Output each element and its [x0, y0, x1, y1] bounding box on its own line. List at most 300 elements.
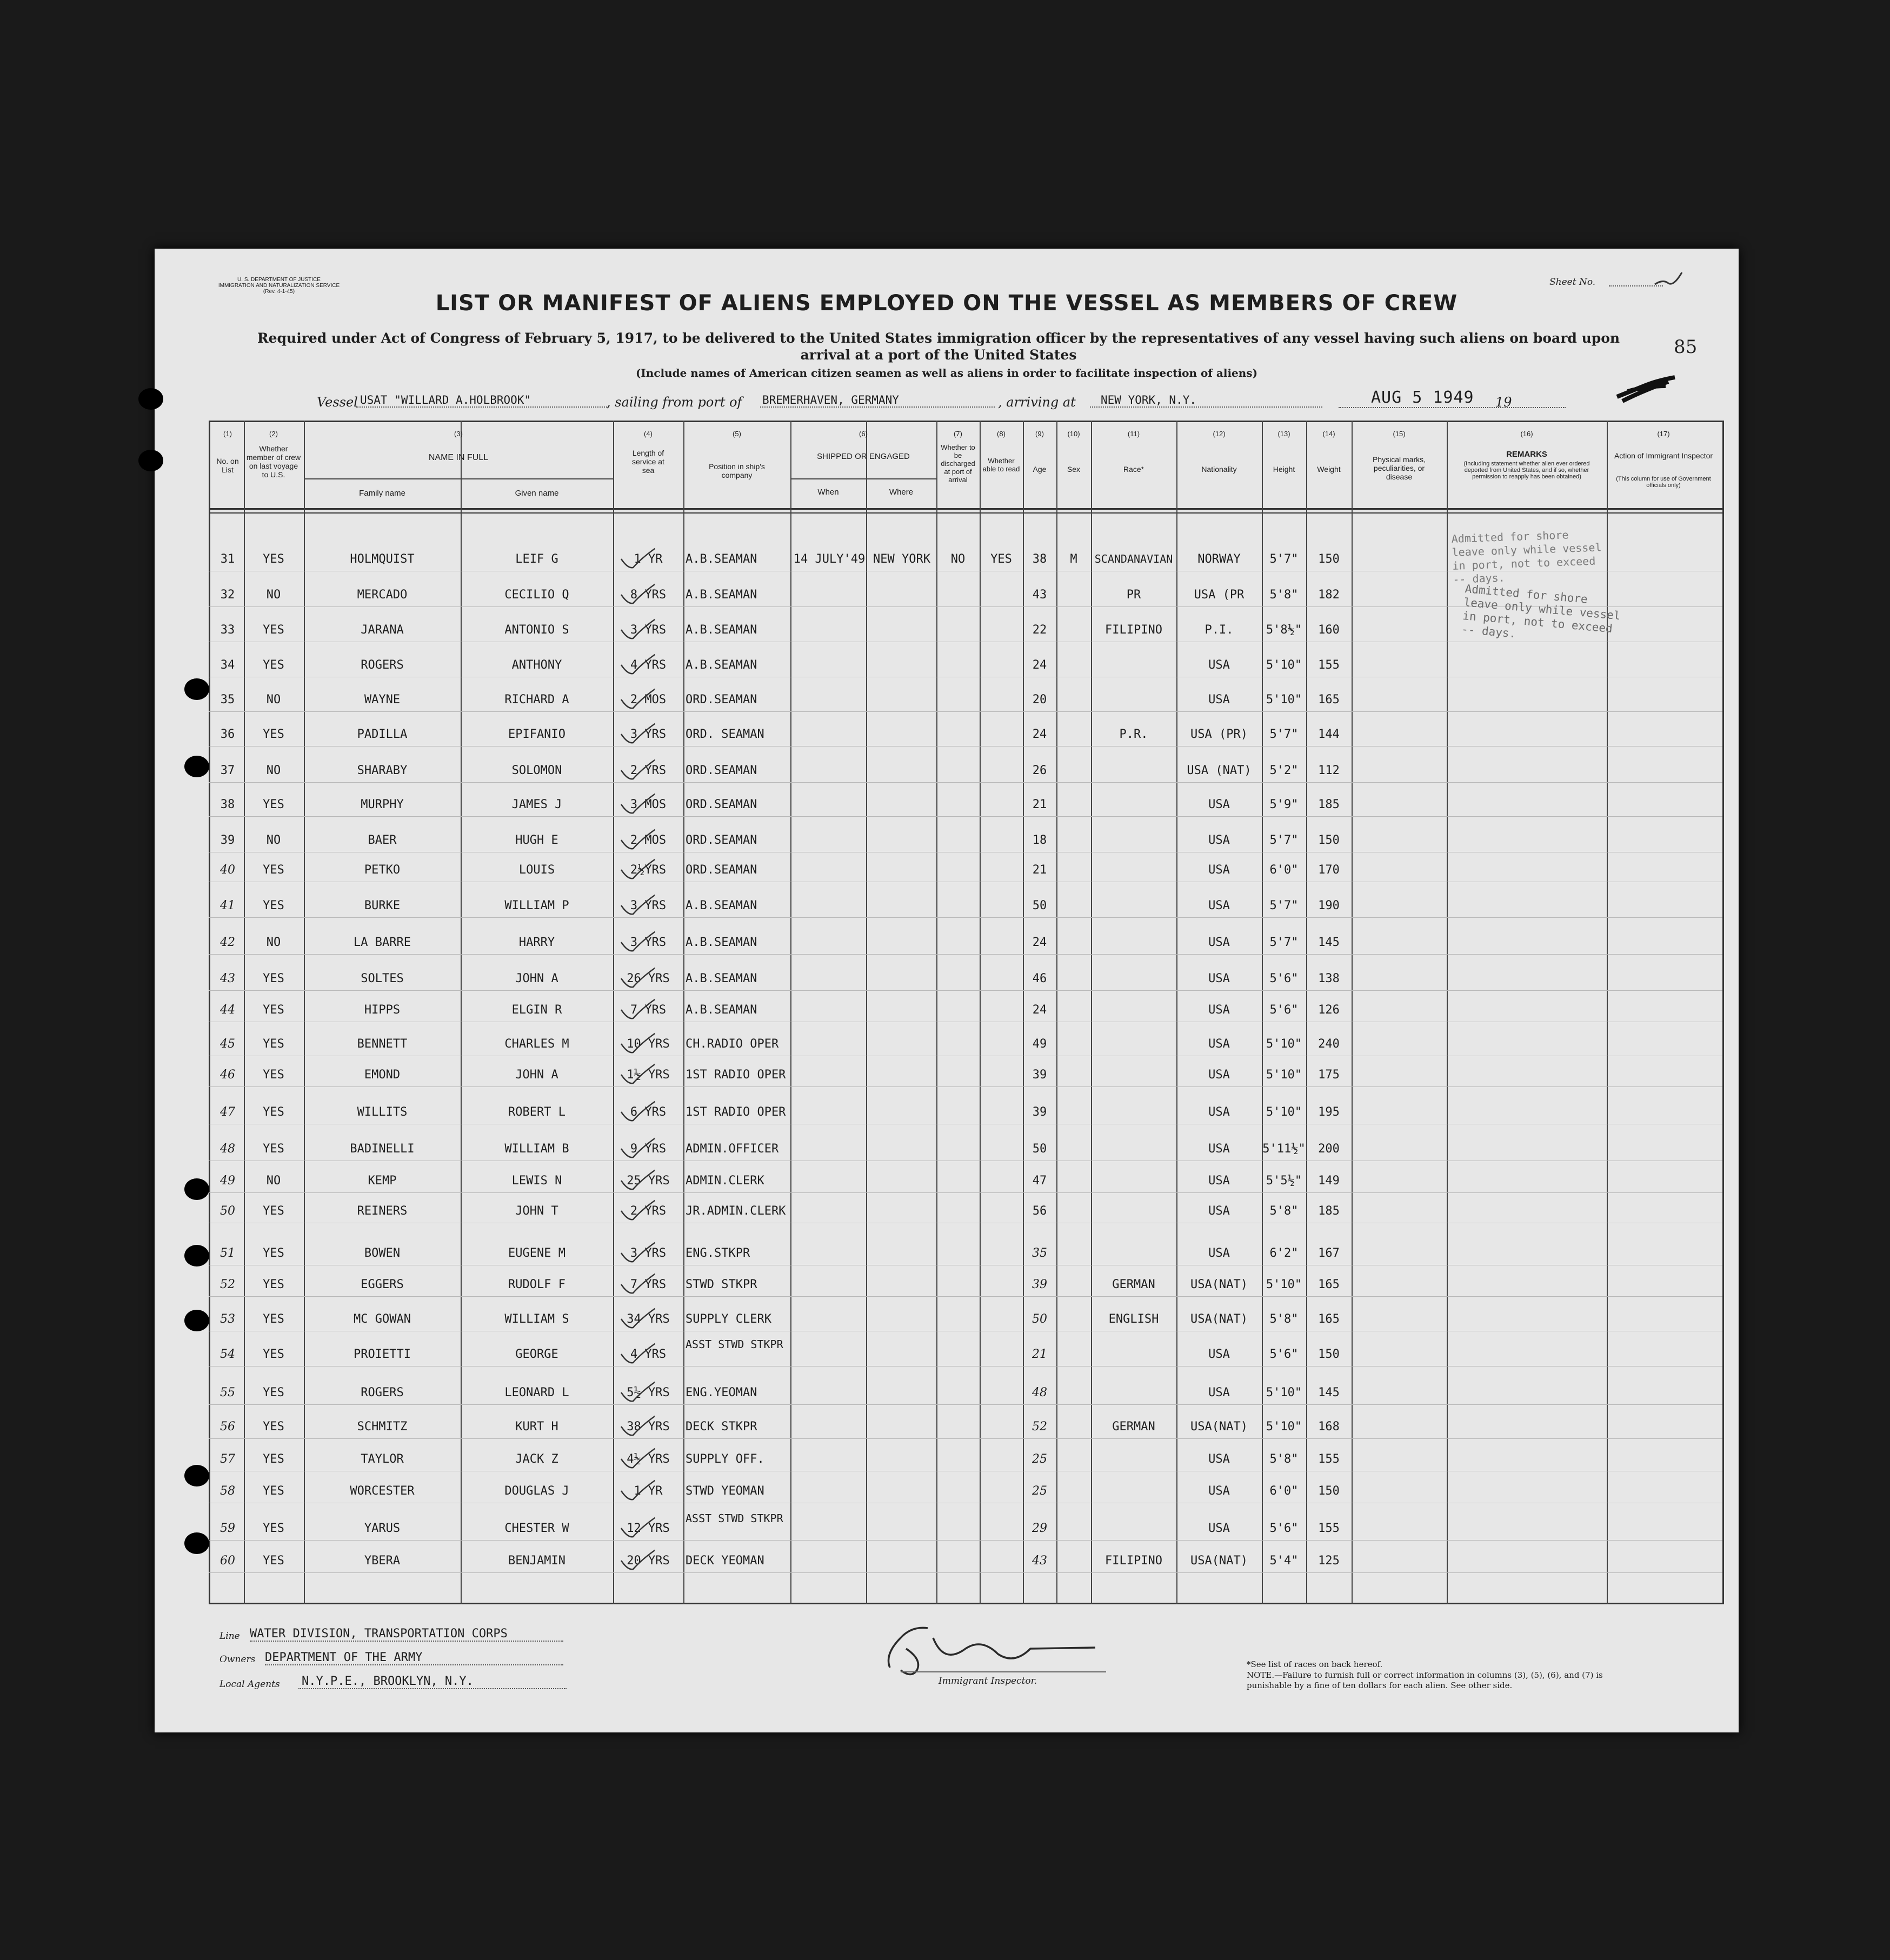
- cell-age: 24: [1032, 658, 1047, 672]
- cell-position: ORD.SEAMAN: [686, 798, 757, 811]
- cell-height: 5'10": [1266, 693, 1302, 706]
- cell-family: HIPPS: [364, 1003, 401, 1017]
- cell-height: 6'2": [1269, 1246, 1299, 1260]
- cell-position: ENG.STKPR: [686, 1246, 750, 1260]
- cell-given: LEIF G: [515, 552, 558, 566]
- cell-race: ENGLISH: [1108, 1312, 1159, 1326]
- page-number: 85: [1674, 336, 1698, 358]
- cell-weight: 155: [1318, 1522, 1340, 1535]
- cell-crew: YES: [263, 1003, 284, 1017]
- inspector-line: [901, 1671, 1106, 1672]
- cell-position: A.B.SEAMAN: [686, 1003, 757, 1017]
- check-mark: [617, 1089, 655, 1122]
- cell-weight: 170: [1318, 863, 1340, 877]
- table-bottom-rule: [209, 1603, 1722, 1604]
- cell-nationality: USA: [1208, 1452, 1230, 1466]
- check-mark: [617, 607, 655, 639]
- sheet-check-mark: [1652, 268, 1685, 290]
- cell-family: PETKO: [364, 863, 401, 877]
- cell-position: ADMIN.CLERK: [686, 1174, 764, 1188]
- cell-family: HOLMQUIST: [350, 552, 415, 566]
- col-head-nationality: Nationality: [1201, 465, 1237, 474]
- cell-weight: 126: [1318, 1003, 1340, 1017]
- check-mark: [617, 883, 655, 915]
- cell-family: WILLITS: [357, 1105, 408, 1119]
- cell-height: 5'10": [1266, 658, 1302, 672]
- col-head-action: Action of Immigrant Inspector: [1614, 451, 1713, 460]
- inspector-label: Immigrant Inspector.: [939, 1676, 1037, 1686]
- cell-weight: 168: [1318, 1420, 1340, 1434]
- cell-length: 4 YRS: [630, 1348, 667, 1361]
- cell-weight: 145: [1318, 936, 1340, 949]
- column-divider: [980, 421, 981, 1604]
- shore-leave-stamp-2: Admitted for shore leave only while vessel in port, not to exceed -- days.: [1461, 582, 1621, 641]
- cell-given: CHARLES M: [504, 1037, 569, 1051]
- cell-nationality: USA: [1208, 1068, 1230, 1082]
- table-left-rule: [209, 421, 210, 1604]
- cell-height: 5'7": [1269, 899, 1299, 912]
- col-num-12: (12): [1213, 430, 1226, 438]
- cell-age: 22: [1032, 623, 1047, 637]
- cell-given: JACK Z: [515, 1452, 558, 1466]
- line-value: WATER DIVISION, TRANSPORTATION CORPS: [250, 1627, 563, 1642]
- check-mark: [617, 536, 655, 569]
- cell-given: EUGENE M: [508, 1246, 565, 1260]
- col-num-13: (13): [1277, 430, 1290, 438]
- col-head-race: Race*: [1123, 465, 1144, 474]
- cell-no: 38: [220, 798, 235, 811]
- cell-age: 38: [1032, 552, 1047, 566]
- cell-family: YBERA: [364, 1554, 401, 1568]
- cell-length: 10 YRS: [627, 1037, 670, 1051]
- cell-family: EGGERS: [361, 1278, 404, 1291]
- vessel-label: Vessel: [317, 395, 358, 410]
- cell-no: 40: [220, 863, 235, 877]
- cell-weight: 165: [1318, 1278, 1340, 1291]
- cell-height: 5'6": [1269, 1003, 1299, 1017]
- cell-family: MERCADO: [357, 588, 408, 602]
- cell-nationality: USA: [1208, 1204, 1230, 1218]
- cell-nationality: USA: [1208, 798, 1230, 811]
- cell-position: DECK YEOMAN: [686, 1554, 764, 1568]
- cell-length: 2 YRS: [630, 764, 667, 777]
- cell-crew: YES: [263, 1554, 284, 1568]
- check-mark: [617, 1230, 655, 1263]
- cell-race: FILIPINO: [1105, 623, 1162, 637]
- cell-crew: YES: [263, 1204, 284, 1218]
- cell-position: A.B.SEAMAN: [686, 588, 757, 602]
- cell-crew: YES: [263, 623, 284, 637]
- cell-nationality: USA: [1208, 1484, 1230, 1498]
- cell-where: NEW YORK: [873, 552, 930, 566]
- cell-crew: NO: [266, 936, 281, 949]
- cell-no: 45: [220, 1037, 235, 1051]
- col-num-17: (17): [1657, 430, 1670, 438]
- col-head-height: Height: [1273, 465, 1295, 474]
- cell-given: DOUGLAS J: [504, 1484, 569, 1498]
- cell-length: 1 YR: [634, 552, 663, 566]
- cell-crew: YES: [263, 1386, 284, 1399]
- cell-given: CHESTER W: [504, 1522, 569, 1535]
- cell-length: 9 YRS: [630, 1142, 667, 1156]
- column-divider: [866, 421, 867, 1604]
- cell-age: 35: [1032, 1246, 1047, 1260]
- cell-crew: YES: [263, 972, 284, 985]
- punch-hole: [184, 678, 209, 700]
- agency-line3: (Rev. 4-1-45): [263, 289, 295, 295]
- cell-age: 26: [1032, 764, 1047, 777]
- agents-label: Local Agents: [219, 1679, 280, 1690]
- cell-position: CH.RADIO OPER: [686, 1037, 779, 1051]
- races-note: *See list of races on back hereof.: [1247, 1659, 1383, 1669]
- cell-no: 47: [220, 1105, 235, 1119]
- cell-position: ORD.SEAMAN: [686, 693, 757, 706]
- cell-crew: NO: [266, 588, 281, 602]
- cell-race: GERMAN: [1112, 1278, 1155, 1291]
- cell-height: 5'6": [1269, 972, 1299, 985]
- cell-nationality: USA: [1208, 1105, 1230, 1119]
- line-label: Line: [219, 1631, 240, 1642]
- cell-position: ORD. SEAMAN: [686, 728, 764, 741]
- check-mark: [617, 1404, 655, 1436]
- col-head-length: Length of service at sea: [632, 449, 664, 475]
- header-double-rule: [209, 512, 1722, 514]
- cell-height: 5'8": [1269, 1204, 1299, 1218]
- cell-given: JAMES J: [511, 798, 562, 811]
- col-head-remarks: REMARKS: [1506, 450, 1547, 459]
- agents-value: N.Y.P.E., BROOKLYN, N.Y.: [298, 1675, 567, 1689]
- cell-height: 5'7": [1269, 936, 1299, 949]
- cell-family: BURKE: [364, 899, 401, 912]
- cell-position: 1ST RADIO OPER: [686, 1105, 786, 1119]
- cell-length: 3 YRS: [630, 728, 667, 741]
- cell-family: SHARABY: [357, 764, 408, 777]
- cell-age: 50: [1032, 1142, 1047, 1156]
- cell-position: A.B.SEAMAN: [686, 899, 757, 912]
- cell-given: GEORGE: [515, 1348, 558, 1361]
- cell-nationality: USA: [1208, 899, 1230, 912]
- cell-length: 6 YRS: [630, 1105, 667, 1119]
- cell-nationality: NORWAY: [1197, 552, 1241, 566]
- cell-weight: 125: [1318, 1554, 1340, 1568]
- cell-weight: 195: [1318, 1105, 1340, 1119]
- cell-crew: NO: [266, 1174, 281, 1188]
- punch-hole: [184, 1245, 209, 1266]
- cell-no: 44: [220, 1003, 235, 1017]
- cell-crew: YES: [263, 658, 284, 672]
- col-num-5: (5): [733, 430, 741, 438]
- cell-given: BENJAMIN: [508, 1554, 565, 1568]
- col-num-1: (1): [223, 430, 232, 438]
- cell-crew: NO: [266, 764, 281, 777]
- cell-family: EMOND: [364, 1068, 401, 1082]
- cell-height: 5'10": [1266, 1386, 1302, 1399]
- punch-hole: [184, 1532, 209, 1554]
- cell-given: WILLIAM B: [504, 1142, 569, 1156]
- check-mark: [617, 642, 655, 675]
- sailing-from: BREMERHAVEN, GERMANY: [760, 394, 995, 408]
- cell-age: 49: [1032, 1037, 1047, 1051]
- cell-crew: YES: [263, 863, 284, 877]
- cell-position: SUPPLY CLERK: [686, 1312, 771, 1326]
- cell-family: SCHMITZ: [357, 1420, 408, 1434]
- cell-position: ENG.YEOMAN: [686, 1386, 757, 1399]
- cell-given: LEWIS N: [511, 1174, 562, 1188]
- check-mark: [617, 956, 655, 988]
- cell-family: MURPHY: [361, 798, 404, 811]
- cell-length: 8 YRS: [630, 588, 667, 602]
- cell-no: 34: [220, 658, 235, 672]
- row-rule: [209, 990, 1722, 991]
- shore-leave-stamp-1: Admitted for shore leave only while vessel in port, not to exceed -- days.: [1451, 528, 1602, 586]
- row-rule: [209, 1296, 1722, 1297]
- cell-age: 50: [1032, 1312, 1047, 1326]
- check-mark: [617, 572, 655, 604]
- cell-length: 12 YRS: [627, 1522, 670, 1535]
- cell-nationality: USA: [1208, 1037, 1230, 1051]
- cell-weight: 150: [1318, 1348, 1340, 1361]
- check-mark: [617, 1158, 655, 1190]
- cell-no: 59: [220, 1522, 235, 1535]
- cell-given: LEONARD L: [504, 1386, 569, 1399]
- cell-given: JOHN T: [515, 1204, 558, 1218]
- check-mark: [617, 1436, 655, 1469]
- cell-no: 46: [220, 1068, 235, 1082]
- header-bottom-rule: [209, 508, 1722, 510]
- cell-no: 42: [220, 936, 235, 949]
- cell-family: LA BARRE: [354, 936, 411, 949]
- cell-nationality: USA: [1208, 1174, 1230, 1188]
- col-head-weight: Weight: [1317, 465, 1341, 474]
- cell-height: 5'9": [1269, 798, 1299, 811]
- cell-nationality: USA (PR: [1194, 588, 1245, 602]
- cell-given: ANTHONY: [511, 658, 562, 672]
- cell-height: 5'7": [1269, 552, 1299, 566]
- cell-weight: 190: [1318, 899, 1340, 912]
- cell-crew: YES: [263, 1278, 284, 1291]
- cell-weight: 155: [1318, 658, 1340, 672]
- cell-weight: 155: [1318, 1452, 1340, 1466]
- cell-weight: 145: [1318, 1386, 1340, 1399]
- cell-weight: 165: [1318, 1312, 1340, 1326]
- cell-no: 48: [220, 1142, 235, 1156]
- row-rule: [209, 782, 1722, 783]
- cell-no: 36: [220, 728, 235, 741]
- cell-weight: 150: [1318, 552, 1340, 566]
- cell-crew: YES: [263, 1348, 284, 1361]
- check-mark: [617, 1262, 655, 1294]
- cell-nationality: USA: [1208, 1142, 1230, 1156]
- cell-family: PROIETTI: [354, 1348, 411, 1361]
- cell-age: 24: [1032, 936, 1047, 949]
- cell-length: 7 YRS: [630, 1003, 667, 1017]
- cell-height: 5'6": [1269, 1522, 1299, 1535]
- check-mark: [617, 677, 655, 709]
- punch-hole: [138, 450, 163, 471]
- cell-crew: NO: [266, 834, 281, 847]
- cell-family: ROGERS: [361, 1386, 404, 1399]
- column-divider: [1447, 421, 1448, 1604]
- vessel-name: USAT "WILLARD A.HOLBROOK": [356, 394, 609, 408]
- cell-height: 5'11½": [1262, 1142, 1306, 1156]
- row-rule: [209, 1192, 1722, 1193]
- check-mark: [617, 987, 655, 1019]
- cell-race: PR: [1126, 588, 1141, 602]
- row-rule: [209, 1540, 1722, 1541]
- row-rule: [209, 917, 1722, 918]
- check-mark: [617, 1370, 655, 1402]
- column-divider: [1056, 421, 1057, 1604]
- row-rule: [209, 816, 1722, 817]
- cell-nationality: USA: [1208, 1386, 1230, 1399]
- cell-age: 25: [1032, 1452, 1047, 1466]
- cell-crew: YES: [263, 1105, 284, 1119]
- cell-nationality: USA(NAT): [1190, 1420, 1248, 1434]
- cell-position: DECK STKPR: [686, 1420, 757, 1434]
- check-mark: [617, 1021, 655, 1054]
- cell-crew: YES: [263, 1037, 284, 1051]
- cell-race: FILIPINO: [1105, 1554, 1162, 1568]
- cell-length: 2 MOS: [630, 693, 667, 706]
- cell-position: ORD.SEAMAN: [686, 863, 757, 877]
- cell-age: 56: [1032, 1204, 1047, 1218]
- cell-position: ORD.SEAMAN: [686, 764, 757, 777]
- column-divider: [461, 421, 462, 1604]
- cell-no: 55: [220, 1386, 235, 1399]
- col-head-given: Given name: [515, 489, 559, 498]
- cell-weight: 112: [1318, 764, 1340, 777]
- cell-age: 43: [1032, 588, 1047, 602]
- cell-nationality: USA(NAT): [1190, 1312, 1248, 1326]
- check-mark: [617, 1296, 655, 1329]
- cell-nationality: USA: [1208, 834, 1230, 847]
- cell-given: WILLIAM S: [504, 1312, 569, 1326]
- cell-given: EPIFANIO: [508, 728, 565, 741]
- col-num-2: (2): [269, 430, 278, 438]
- cell-no: 33: [220, 623, 235, 637]
- punch-hole: [184, 1178, 209, 1200]
- cell-crew: YES: [263, 1522, 284, 1535]
- cell-weight: 150: [1318, 834, 1340, 847]
- row-rule: [209, 1572, 1722, 1573]
- col-num-9: (9): [1035, 430, 1044, 438]
- cell-age: 24: [1032, 1003, 1047, 1017]
- cell-sex: M: [1070, 552, 1077, 566]
- cell-age: 48: [1032, 1386, 1047, 1399]
- cell-length: 34 YRS: [627, 1312, 670, 1326]
- cell-nationality: USA(NAT): [1190, 1278, 1248, 1291]
- agency-line2: IMMIGRATION AND NATURALIZATION SERVICE: [218, 283, 340, 289]
- column-divider: [790, 421, 791, 1604]
- cell-family: MC GOWAN: [354, 1312, 411, 1326]
- col-head-sex: Sex: [1067, 465, 1081, 474]
- cell-height: 5'8": [1269, 588, 1299, 602]
- col-num-4: (4): [644, 430, 653, 438]
- cell-height: 5'2": [1269, 764, 1299, 777]
- cell-given: RUDOLF F: [508, 1278, 565, 1291]
- cell-nationality: USA(NAT): [1190, 1554, 1248, 1568]
- cell-age: 39: [1032, 1105, 1047, 1119]
- cell-crew: YES: [263, 1068, 284, 1082]
- cell-weight: 150: [1318, 1484, 1340, 1498]
- check-mark: [617, 847, 655, 879]
- cell-race: P.R.: [1119, 728, 1148, 741]
- punch-hole: [184, 1465, 209, 1486]
- header-top-rule: [209, 421, 1722, 422]
- cell-nationality: USA: [1208, 863, 1230, 877]
- cell-given: WILLIAM P: [504, 899, 569, 912]
- check-mark: [617, 1126, 655, 1158]
- ink-scribble: [1614, 370, 1679, 408]
- arriving-label: , arriving at: [998, 395, 1076, 410]
- sailing-label: , sailing from port of: [607, 395, 742, 410]
- col-head-physical: Physical marks, peculiarities, or disease: [1372, 455, 1426, 481]
- col-num-15: (15): [1393, 430, 1406, 438]
- cell-height: 5'6": [1269, 1348, 1299, 1361]
- cell-nationality: USA: [1208, 1348, 1230, 1361]
- col-head-name: NAME IN FULL: [428, 453, 489, 462]
- col-num-14: (14): [1322, 430, 1335, 438]
- cell-length: 4 YRS: [630, 658, 667, 672]
- cell-family: BADINELLI: [350, 1142, 415, 1156]
- cell-height: 5'10": [1266, 1105, 1302, 1119]
- cell-crew: YES: [263, 1452, 284, 1466]
- sheet-no-label: Sheet No.: [1549, 277, 1596, 288]
- cell-family: TAYLOR: [361, 1452, 404, 1466]
- arriving-at: NEW YORK, N.Y.: [1090, 394, 1322, 408]
- cell-crew: YES: [263, 899, 284, 912]
- cell-length: 3 MOS: [630, 798, 667, 811]
- cell-position: A.B.SEAMAN: [686, 552, 757, 566]
- check-mark: [617, 1052, 655, 1084]
- cell-weight: 185: [1318, 798, 1340, 811]
- col-head-where: Where: [889, 488, 914, 497]
- cell-no: 41: [220, 899, 235, 912]
- cell-family: BAER: [368, 834, 397, 847]
- column-divider: [1352, 421, 1353, 1604]
- cell-weight: 138: [1318, 972, 1340, 985]
- cell-age: 20: [1032, 693, 1047, 706]
- cell-length: 2½YRS: [630, 863, 667, 877]
- cell-nationality: USA: [1208, 658, 1230, 672]
- cell-no: 39: [220, 834, 235, 847]
- cell-height: 6'0": [1269, 863, 1299, 877]
- col-num-8: (8): [997, 430, 1006, 438]
- cell-no: 31: [220, 552, 235, 566]
- cell-given: SOLOMON: [511, 764, 562, 777]
- cell-length: 7 YRS: [630, 1278, 667, 1291]
- agency-line1: U. S. DEPARTMENT OF JUSTICE: [237, 277, 321, 283]
- cell-given: ANTONIO S: [504, 623, 569, 637]
- cell-age: 21: [1032, 1348, 1047, 1361]
- col-head-discharged: Whether to be discharged at port of arrival: [941, 443, 975, 484]
- cell-given: HARRY: [518, 936, 555, 949]
- cell-weight: 144: [1318, 728, 1340, 741]
- col-num-6: (6): [859, 430, 868, 438]
- cell-family: WORCESTER: [350, 1484, 415, 1498]
- cell-length: 25 YRS: [627, 1174, 670, 1188]
- cell-no: 32: [220, 588, 235, 602]
- cell-position: ADMIN.OFFICER: [686, 1142, 779, 1156]
- col-num-16: (16): [1520, 430, 1533, 438]
- cell-position: STWD YEOMAN: [686, 1484, 764, 1498]
- cell-crew: YES: [263, 728, 284, 741]
- column-divider: [683, 421, 684, 1604]
- cell-position: A.B.SEAMAN: [686, 658, 757, 672]
- cell-family: SOLTES: [361, 972, 404, 985]
- col-num-11: (11): [1127, 430, 1140, 438]
- cell-age: 52: [1032, 1420, 1047, 1434]
